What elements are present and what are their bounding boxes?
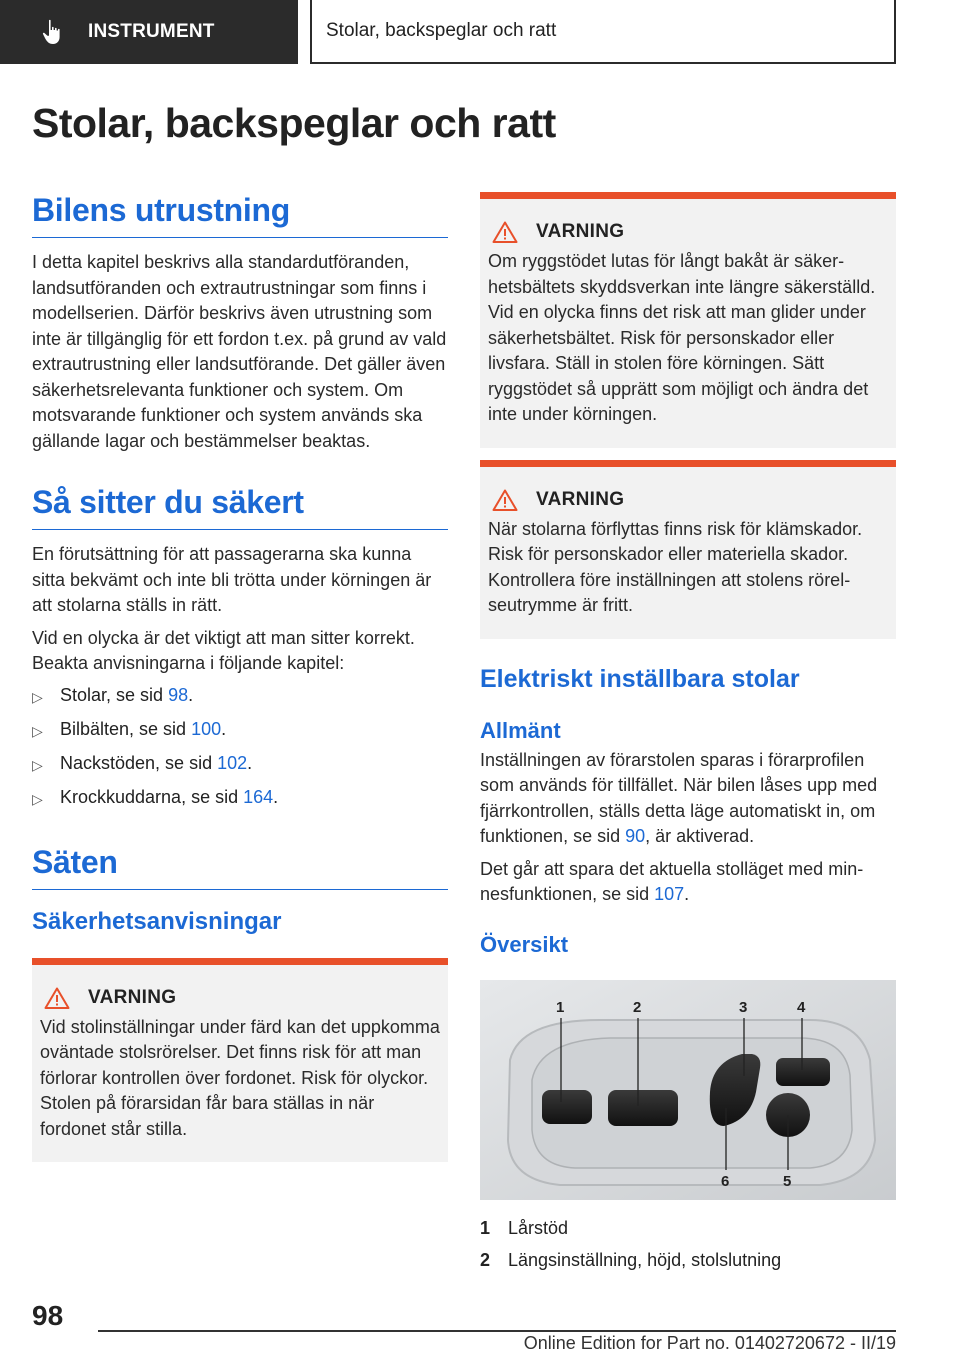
list-item: ▷ Krockkuddarna, se sid 164. bbox=[32, 785, 448, 812]
safety-heading: Säkerhetsanvisningar bbox=[32, 907, 282, 935]
list-item: 1 Lårstöd bbox=[480, 1218, 569, 1238]
warning-box bbox=[32, 958, 448, 1163]
general-heading: Allmänt bbox=[480, 717, 561, 743]
warning-header bbox=[488, 221, 888, 243]
photo-legend bbox=[480, 1212, 896, 1276]
safe-seating-text-1: En förutsättning för att passagerarna ska kunna sitta bekvämt och inte bli trötta under körningen är att stolarna ställs in rätt. bbox=[32, 544, 432, 615]
warning-box bbox=[480, 460, 896, 639]
footer-divider bbox=[98, 1330, 896, 1332]
safe-seating-heading: Så sitter du säkert bbox=[32, 484, 448, 530]
seat-adjust-button-shape bbox=[608, 1090, 678, 1126]
triangle-bullet-icon: ▷ bbox=[32, 756, 43, 773]
warning-box bbox=[480, 192, 896, 448]
triangle-bullet-icon: ▷ bbox=[32, 722, 43, 739]
photo-label: 5 bbox=[783, 1173, 792, 1190]
general-text-1: Inställningen av förarstolen sparas i förarprofilen som används för tillfället. När bilen låses upp med fjärrkontrollen, ställs detta läge automatiskt in, om funktionen, se sid 90, är aktiverad. bbox=[480, 749, 878, 846]
page-link[interactable]: 102 bbox=[217, 752, 248, 773]
page-link[interactable]: 100 bbox=[191, 718, 222, 739]
left-column bbox=[32, 192, 448, 1162]
warning-triangle-icon bbox=[492, 221, 518, 243]
warning-text: Vid stolinställningar under färd kan det uppkomma oväntade stolsrörelser. Det finns risk för att man förlorar kontrollen över fordonet. Risk för olyckor. Stolen på förarsidan får bara ställas in när fordonet står stilla. bbox=[40, 1016, 440, 1139]
page-title: Stolar, backspeglar och ratt bbox=[32, 100, 556, 146]
page-link[interactable]: 98 bbox=[168, 684, 189, 705]
seat-controls-photo bbox=[480, 980, 896, 1200]
list-item: ▷ Stolar, se sid 98. bbox=[32, 683, 448, 710]
warning-text: Om ryggstödet lutas för långt bakåt är säkerhetsbältets skyddsverkan inte längre säkerställd. Vid en olycka finns det risk att man glider under säkerhetsbältet. Risk för personskador eller livsfara. Ställ in stolen före körningen. Sätt ryggstödet så upprätt som möjligt och ändra det inte under körningen. bbox=[488, 251, 876, 424]
triangle-bullet-icon: ▷ bbox=[32, 790, 43, 807]
photo-label: 6 bbox=[721, 1173, 730, 1190]
list-item: ▷ Bilbälten, se sid 100. bbox=[32, 717, 448, 744]
chapter-reference-list bbox=[32, 683, 448, 812]
page-link[interactable]: 107 bbox=[654, 884, 685, 904]
page-link[interactable]: 90 bbox=[625, 826, 646, 846]
list-item: ▷ Nackstöden, se sid 102. bbox=[32, 751, 448, 778]
warning-header bbox=[488, 489, 888, 511]
warning-label: VARNING bbox=[88, 986, 177, 1008]
chapter-label: Stolar, backspeglar och ratt bbox=[326, 20, 557, 41]
hand-pointer-icon bbox=[42, 19, 64, 45]
section-tab bbox=[0, 0, 298, 64]
safe-seating-text-2: Vid en olycka är det viktigt att man sitter korrekt. Beakta anvisningarna i följande kapitel: bbox=[32, 627, 415, 673]
list-item: 2 Längsinställning, höjd, stolslutning bbox=[480, 1250, 782, 1270]
warning-triangle-icon bbox=[44, 987, 70, 1009]
page-header bbox=[0, 0, 960, 64]
edition-text: Online Edition for Part no. 01402720672 - II/19 bbox=[523, 1333, 896, 1353]
triangle-bullet-icon: ▷ bbox=[32, 688, 43, 705]
thigh-support-button-shape bbox=[542, 1090, 592, 1124]
warning-triangle-icon bbox=[492, 489, 518, 511]
memory-button-shape bbox=[776, 1058, 830, 1086]
seats-heading: Säten bbox=[32, 844, 448, 890]
equipment-heading: Bilens utrustning bbox=[32, 192, 448, 238]
warning-label: VARNING bbox=[536, 488, 625, 510]
right-column bbox=[480, 192, 896, 958]
photo-label: 3 bbox=[739, 999, 748, 1016]
photo-label: 1 bbox=[556, 999, 565, 1016]
photo-label: 4 bbox=[797, 999, 806, 1016]
section-label: INSTRUMENT bbox=[88, 21, 215, 42]
page-link[interactable]: 164 bbox=[243, 786, 274, 807]
page-number: 98 bbox=[32, 1300, 64, 1331]
general-text-2: Det går att spara det aktuella stolläget med minnesfunktionen, se sid 107. bbox=[480, 858, 864, 904]
photo-label: 2 bbox=[633, 999, 642, 1016]
electric-seats-heading: Elektriskt inställbara stolar bbox=[480, 664, 800, 693]
warning-header bbox=[40, 987, 440, 1009]
equipment-text: I detta kapitel beskrivs alla standardutföranden, landsutföranden och extrautrustningar som finns i modellserien. Därför beskrivs även utrustning som inte är tillgänglig för ett fordon t.ex. på grund av vald extrautrustning eller landsutförande. Det gäller även säkerhetsrelevanta funktioner och system. Om motsvarande funktioner och system används ska gällande lagar och bestämmelser beaktas. bbox=[32, 252, 447, 451]
chapter-tab bbox=[310, 0, 896, 64]
warning-label: VARNING bbox=[536, 221, 625, 242]
warning-text: När stolarna förflyttas finns risk för klämskador. Risk för personskador eller materiella skador. Kontrollera före inställningen att stolens rörelseutrymme är fritt. bbox=[488, 518, 863, 615]
overview-heading: Översikt bbox=[480, 931, 569, 957]
